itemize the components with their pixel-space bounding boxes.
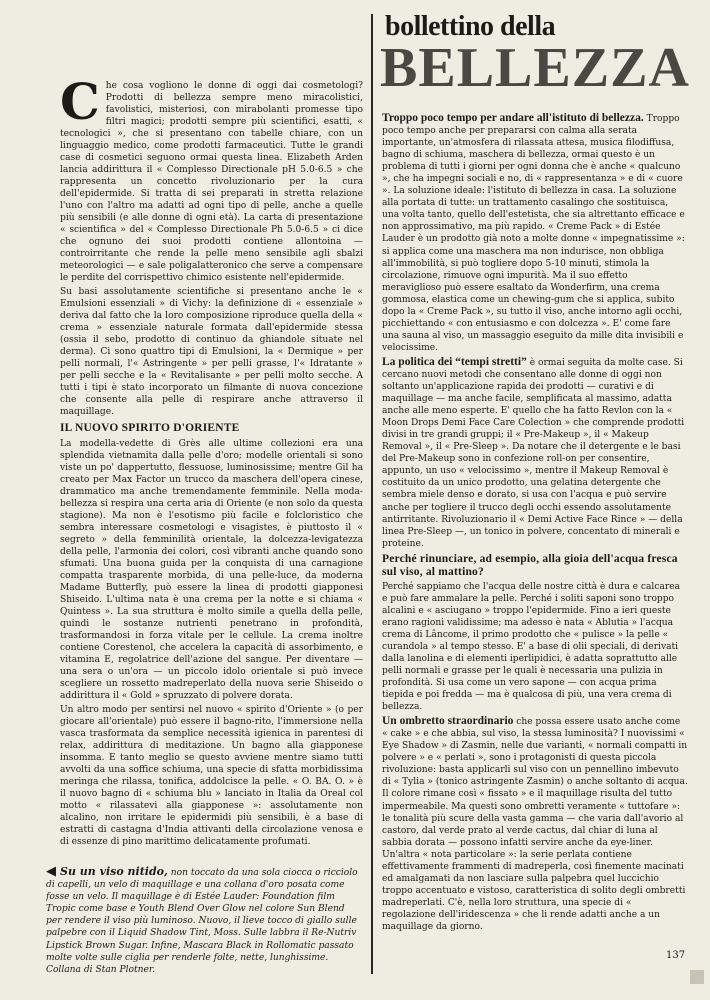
istituto-paragraph: Troppo poco tempo per andare all'istituto di bellezza. Troppo poco tempo anche per prepararsi con calma alla serata importante, un'atmosfera di rilassata attesa, musica filodiffusa, bagno di schiuma, maschera di bellezza, ormai questo è un problema di tutti i giorni per ogni donna che è anche « qualcuno », che ha impegni sociali e no, di « rappresentanza » e di « cuore ». La soluzione ideale: l'istituto di bellezza in casa. La soluzione alla portata di tutte: un trattamento casalingo che sostituisca, una volta tanto, quello dell'estetista, che sia altrettanto efficace e non approssimativo, ma più rapido. « Creme Pack » di Estée Lauder è un prodotto già noto a molte donne « impegnatissime »: si applica come una maschera ma non indurisce, non obbliga all'immobilità, si può togliere dopo 5-10 minuti, stimola la circolazione, rimuove ogni impurità. Ma il suo effetto meraviglioso può essere esaltato da Wonderfirm, una crema gommosa, elastica come un chewing-gum che si applica, subito dopo la « Creme Pack », su tutto il viso, anche intorno agli occhi, picchiettando « con entusiasmo e con dolcezza ». E' come fare una sauna al viso, un massaggio eseguito da mille dita invisibili e velocissime. [382, 112, 685, 353]
acqua-paragraph: Perché sappiamo che l'acqua delle nostre città è dura e calcarea e può fare ammalare la pelle. Perché i soliti saponi sono troppo alcalini e « asciugano » troppo l'epidermide. Fino a ieri queste erano ragioni validissime; ma adesso è nata « Ablutia » l'acqua crema di Lâncome, il primo prodotto che « pulisce » la pelle « curandola » al tempo stesso. E' a base di olii speciali, di derivati dalla lanolina e di elementi iperlipidici, è adatta soprattutto alle pelli normali e grasse per le quali è necessaria una pulizia in profondità. Si usa come un vero sapone — con acqua prima tiepida e poi fredda — ma è qualcosa di più, una vera crema di bellezza. [382, 581, 681, 713]
intro-paragraph [60, 80, 363, 284]
column-divider [371, 14, 373, 974]
section-title-big: BELLEZZA [380, 37, 690, 99]
arrow-left-icon: ◀ [46, 866, 56, 879]
page-number: 137 [666, 950, 686, 961]
istituto-heading: Troppo poco tempo per andare all'istituto di bellezza. [382, 112, 644, 124]
bath-paragraph: Un altro modo per sentirsi nel nuovo « spirito d'Oriente » (o per giocare all'orientale) può essere il bagno-rito, l'immersione nella vasca trasformata da semplice necessità igienica in parentesi di relax, addirittura di meditazione. Un bagno alla giapponese insomma. E tanto meglio se questo avviene mentre siamo tutti avvolti da una soffice schiuma, una specie di sfatta morbidissima meringa che rilassa, tonifica, addolcisce la pelle. « O. BA. O. » è il nuovo bagno di « schiuma blu » lanciato in Italia da Oreal col motto « rilassatevi alla giapponese »: assolutamente non alcalino, non irritare le epidermidi più sensibili, è a base di estratti di castagna d'India attivanti della circolazione venosa e di essenze di pino marittimo delicatamente profumati. [60, 705, 363, 847]
tempi-heading: La politica dei “tempi stretti” [382, 355, 527, 368]
left-column [60, 80, 363, 850]
vichy-paragraph: Su basi assolutamente scientifiche si presentano anche le « Emulsioni essenziali » di Vichy: la definizione di « essenziale » deriva dal fatto che la loro composizione riproduce quella della « crema » essenziale naturale formata dall'epidermide stessa (ossia il sebo, prodotto di continuo da ghiandole situate nel derma). Ci sono quattro tipi di Emulsioni, la « Dermique » per pelli normali, l'« Astringente » per pelli grasse, l'« Idratante » per pelli secche e la « Revitalisante » per pelli molto secche. A tutti i tipi è stato incorporato un filmante di nuova concezione che consente alla pelle di respirare anche attraverso il maquillage. [60, 287, 363, 417]
drop-cap: C [60, 80, 100, 131]
right-column [382, 112, 688, 935]
ombretto-paragraph: Un ombretto straordinario che possa essere usato anche come « cake » e che abbia, sul viso, la stessa luminosità? I nuovissimi « Eye Shadow » di Zasmin, nelle due varianti, « normali compatti in polvere » e « perlati », sono i protagonisti di questa piccola rivoluzione: basta applicarli sul viso con un pennellino imbevuto di « Tylia » (tonico astringente Zasmin) o anche soltanto di acqua. Il colore rimane così « fissato » e il maquillage risulta del tutto impermeabile. Ma questi sono ombretti veramente « tuttofare »: le tonalità più scure della vasta gamma — che varia dall'avorio al castoro, dal verde prato al verde cactus, dal chiar di luna al sabbia dorata — possono infatti servire anche da eye-liner. Un'altra « nota particolare »: la serie perlata contiene effettivamente frammenti di madreperla, così finemente macinati ed amalgamati da non lasciare sulla palpebra quel luccichio troppo accentuato e vistoso, caratteristica di solito degli ombretti madreperlati. C'è, nella loro struttura, una specie di « regolazione dell'iridescenza » che li rende adatti anche a un maquillage da giorno. [382, 715, 688, 932]
caption-text: non toccato da una sola ciocca o ricciolo di capelli, un velo di maquillage e una collana d'oro posata come fosse un velo. Il maquillage è di Estée Lauder: Foundation film Tropic come base e Youth Blend Over Glow nel colore Sun Blend per rendere il viso più luminoso. Nuovo, il lieve tocco di giallo sulle palpebre con il Liquid Shadow Tint, Moss. Sulle labbra il Re-Nutriv Lipstick Brown Sugar. Infine, Mascara Black in Rollomatic passato molte volte sulle ciglia per renderle folte, nette, lunghissime. Collana di Stan Plotner. [46, 868, 358, 975]
photo-caption [46, 866, 362, 978]
oriente-heading: IL NUOVO SPIRITO D'ORIENTE [60, 422, 240, 434]
section-title-small: bollettino della [385, 11, 556, 42]
acqua-heading: Perché rinunciare, ad esempio, alla gioia dell'acqua fresca sul viso, al mattino? [382, 552, 678, 578]
page-corner-mark [690, 970, 704, 984]
caption-heading: Su un viso nitido, [60, 866, 168, 878]
ombretto-heading: Un ombretto straordinario [382, 715, 514, 728]
oriente-paragraph: La modella-vedette di Grès alle ultime collezioni era una splendida vietnamita dalla pelle d'oro; modelle orientali si sono viste un po' dappertutto, flessuose, luminosissime; mentre Gil ha creato per Max Factor un trucco da maschera dell'opera cinese, drammatico ma anche tremendamente femminile. Nella moda-bellezza si respira una certa aria di Oriente (e non solo da questa stagione). Ma non è l'esotismo più facile e folcloristico che sembra interessare cosmetologi e visagistes, è piuttosto il « segreto » della femminilità orientale, la dolcezza-levigatezza della pelle, l'armonia dei colori, così vibranti anche quando sono sfumati. Una buona guida per la conquista di una carnagione compatta trasparente morbida, di una pelle-luce, da moderna Madame Butterfly, può essere la linea di prodotti giapponesi Shiseido. L'ultima nata è una crema per la notte e si chiama « Quintess ». La sua struttura è molto simile a quella della pelle, quindi le sostanze nutrienti penetrano in profondità, trasformandosi in forza vitale per le cellule. La crema inoltre contiene Corestenol, che accelera la capacità di assorbimento, e vitamina E, regolatrice dell'azione del sangue. Per diventare — una sera o un'ora — un piccolo idolo orientale si può invece scegliere un rossetto madreperlato della nuova serie Shiseido o addirittura il « Gold » spruzzato di polvere dorata. [60, 439, 363, 701]
intro-text: he cosa vogliono le donne di oggi dai cosmetologi? Prodotti di bellezza sempre meno miracolistici, favolistici, misteriosi, con mirabolanti promesse tipo filtri magici; prodotti sempre più scientifici, esatti, « tecnologici », che si presentano con tabelle chiare, con un linguaggio medico, come prodotti farmaceutici. Tutte le grandi case di cosmetici seguono ormai questa linea. Elizabeth Arden lancia addirittura il « Complesso Directionale pH 5.0-6.5 » che rappresenta un concetto rivoluzionario per la cura dell'epidermide. Si tratta di sei preparati in stretta relazione l'uno con l'altro ma adatti ad ogni tipo di pelle, anche a quelle più sensibili (e alle donne di ogni età). La carta di presentazione « scientifica » del « Complesso Directionale Ph 5.0-6.5 » ci dice che ognuno dei suoi prodotti contiene allontoina — controirritante che rende la pelle meno sensibile agli sbalzi meteorologici — e sale poligalatteronico che serve a compensare le perdite del corrispettivo chimico esistente nell'epidermide. [60, 81, 363, 283]
tempi-paragraph: La politica dei “tempi stretti” è ormai seguita da molte case. Si cercano nuovi metodi che consentano alle donne di oggi non soltanto un'applicazione rapida dei prodotti — curativi e di maquillage — ma anche facile, semplificata al massimo, adatta anche alle meno esperte. E' quello che ha fatto Revlon con la « Moon Drops Demi Face Care Colection » che comprende prodotti divisi in tre grandi gruppi; il « Pre-Makeup », il « Makeup Removal », il « Pre-Sleep ». Da notare che il detergente e le basi del Pre-Makeup sono in confezione roll-on per consentire, appunto, un uso « velocissimo », mentre il Makeup Removal è costituito da un unico prodotto, una gelatina detergente che sembra miele denso e dorato, si usa con l'acqua e può servire anche per togliere il trucco degli occhi essendo assolutamente antirritante. Rivoluzionario il « Demi Active Face Rince » — della linea Pre-Sleep —, un tonico in polvere, concentato di minerali e proteine. [382, 355, 685, 549]
